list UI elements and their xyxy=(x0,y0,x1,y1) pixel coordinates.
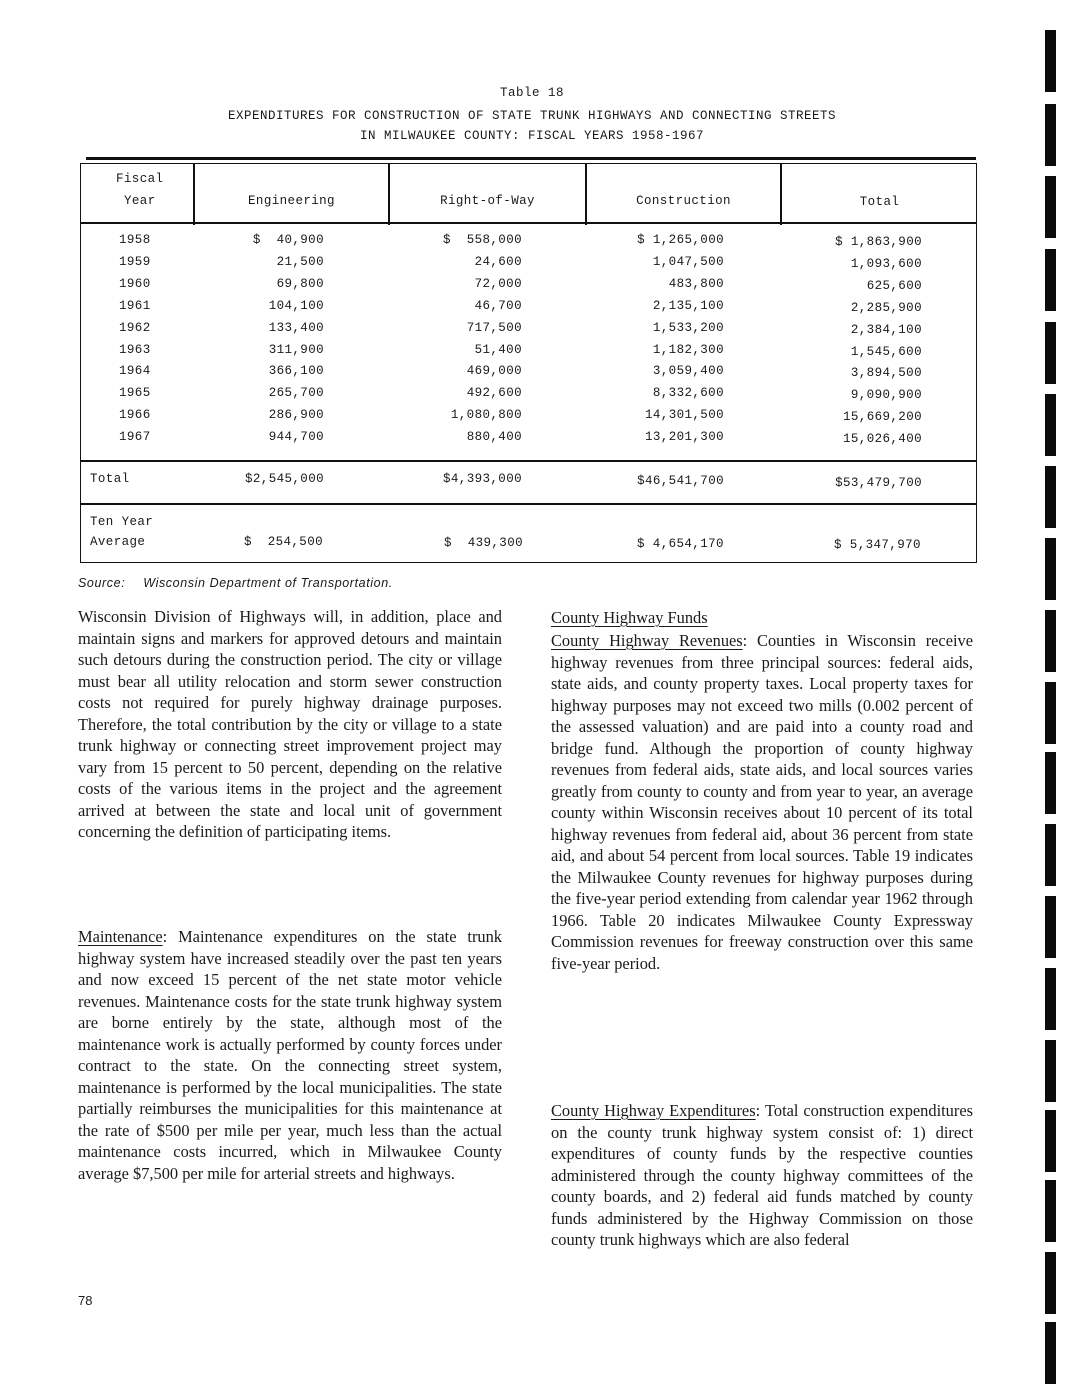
header-construction: Construction xyxy=(636,194,731,208)
row-total: 15,669,200 xyxy=(842,410,922,425)
row-year: 1965 xyxy=(119,386,151,401)
row-construction: 13,201,300 xyxy=(644,430,724,445)
row-engineering: 366,100 xyxy=(268,364,324,379)
row-construction: 8,332,600 xyxy=(652,386,724,401)
source-text: Wisconsin Department of Transportation. xyxy=(143,576,393,590)
row-construction: 1,047,500 xyxy=(652,254,724,269)
header-fiscal: Fiscal xyxy=(116,172,164,186)
table-title-line1: EXPENDITURES FOR CONSTRUCTION OF STATE TRUNK HIGHWAYS AND CONNECTING STREETS xyxy=(227,109,837,123)
left-paragraph-1: Wisconsin Division of Highways will, in addition, place and maintain signs and markers for approved detours and maintain such detours during the construction period. The city or village must bear all utility relocation and storm sewer construction costs not required for purely highway drainage purposes. Therefore, the total contribution by the city or village to a state trunk highway or connecting street improvement project may vary from 15 percent to 50 percent, depending on the relative costs of the various items in the project and the agreement arrived at between the state and local unit of government concerning the definition of participating items. xyxy=(78,607,502,841)
margin-bar xyxy=(1045,1322,1056,1384)
margin-bar xyxy=(1045,824,1056,886)
row-year: 1961 xyxy=(119,298,151,313)
average-divider xyxy=(80,503,977,505)
total-construction: $46,541,700 xyxy=(637,474,724,488)
margin-bar xyxy=(1045,1180,1056,1242)
row-year: 1960 xyxy=(119,276,151,291)
margin-bar xyxy=(1045,394,1056,456)
table-title-line2: IN MILWAUKEE COUNTY: FISCAL YEARS 1958-1967 xyxy=(359,129,705,143)
margin-bar xyxy=(1045,1110,1056,1172)
table-source xyxy=(78,576,393,590)
margin-bar xyxy=(1045,466,1056,528)
total-engineering: $2,545,000 xyxy=(244,472,324,486)
row-engineering: 265,700 xyxy=(268,386,324,401)
row-construction: 14,301,500 xyxy=(644,408,724,423)
margin-bar xyxy=(1045,752,1056,814)
margin-bar xyxy=(1045,968,1056,1030)
margin-bar xyxy=(1045,104,1056,166)
row-year: 1967 xyxy=(119,430,151,445)
total-label: Total xyxy=(90,472,130,486)
margin-bar xyxy=(1045,1252,1056,1314)
row-engineering: 133,400 xyxy=(268,320,324,335)
row-total: 2,384,100 xyxy=(850,322,922,337)
average-engineering: $ 254,500 xyxy=(244,535,324,549)
header-divider xyxy=(80,222,977,224)
row-construction: 483,800 xyxy=(668,276,724,291)
margin-bar xyxy=(1045,1040,1056,1102)
row-total: 1,545,600 xyxy=(850,344,922,359)
total-right-of-way: $4,393,000 xyxy=(442,472,522,486)
row-engineering: 286,900 xyxy=(268,408,324,423)
row-total: 1,093,600 xyxy=(850,256,922,271)
row-engineering: 311,900 xyxy=(268,342,324,357)
row-construction: $ 1,265,000 xyxy=(637,233,724,247)
row-construction: 3,059,400 xyxy=(652,364,724,379)
source-label: Source: xyxy=(78,576,126,590)
margin-bar xyxy=(1045,30,1056,92)
margin-bar xyxy=(1045,249,1056,311)
header-right-of-way: Right-of-Way xyxy=(440,194,535,208)
total-divider xyxy=(80,460,977,462)
average-right-of-way: $ 439,300 xyxy=(444,536,524,550)
row-right-of-way: 880,400 xyxy=(466,430,522,445)
row-right-of-way: 24,600 xyxy=(474,254,522,269)
revenues-text: Counties in Wisconsin receive highway revenues from three principal sources: federal aids, state aids, and county property taxes. Local property taxes for highway purposes may not exceed two mills (0.002 percent of the assessed valuation) and are paid into a county road and bridge fund. Although the proportion of county highway revenues from federal aids, state aids, and local sources varies greatly from county to county and from year to year, an average county within Wisconsin receives about 10 percent of its total highway revenues from federal aid, about 36 percent from state aid, and about 54 percent from local sources. Table 19 indicates the Milwaukee County revenues for highway purposes during the five-year period extending from calendar year 1962 through 1966. Table 20 indicates Milwaukee County Expressway Commission revenues for freeway construction over this same five-year period. xyxy=(551,631,973,973)
row-engineering: 104,100 xyxy=(268,298,324,313)
right-paragraph-2: County Highway Expenditures: Total construction expenditures on the county trunk highway system consist of: 1) direct expenditures of county funds by the respective counties administered through the county highway committees of the county boards, and 2) federal aid funds matched by county funds administered by the Highway Commission on those county trunk highways which are also federal xyxy=(551,1101,973,1249)
expenditures-text: Total construction expenditures on the county trunk highway system consist of: 1) direct expenditures of county funds by the respective counties administered through the county highway committees of the county boards, and 2) federal aid funds matched by county funds administered by the Highway Commission on those county trunk highways which are also federal xyxy=(551,1101,973,1249)
row-engineering: 944,700 xyxy=(268,430,324,445)
row-construction: 1,533,200 xyxy=(652,320,724,335)
header-engineering: Engineering xyxy=(248,194,335,208)
header-col-divider-4 xyxy=(780,163,782,225)
maintenance-heading: Maintenance xyxy=(78,927,163,946)
average-label-line2: Average xyxy=(90,535,146,549)
row-right-of-way: 469,000 xyxy=(466,364,522,379)
row-engineering: $ 40,900 xyxy=(252,233,324,247)
table-label: Table 18 xyxy=(499,86,564,100)
row-year: 1958 xyxy=(119,233,151,247)
row-year: 1959 xyxy=(119,254,151,269)
margin-bar xyxy=(1045,896,1056,958)
row-right-of-way: 717,500 xyxy=(466,320,522,335)
row-year: 1966 xyxy=(119,408,151,423)
county-highway-funds-heading: County Highway Funds xyxy=(551,608,708,627)
margin-bar xyxy=(1045,176,1056,238)
row-construction: 1,182,300 xyxy=(652,342,724,357)
maintenance-text: Maintenance expenditures on the state trunk highway system have increased steadily over the past ten years and now exceed 15 percent of the net state motor vehicle revenues. Maintenance costs for the state trunk highway system are borne entirely by the state, although most of the maintenance work is actually performed by county forces under contract to the state. On the connecting street system, maintenance is performed by the local municipalities. The state partially reimburses the municipalities for this maintenance at the rate of $500 per mile per year, much less than the actual maintenance costs incurred, which in Milwaukee County average $7,500 per mile for arterial streets and highways. xyxy=(78,927,502,1183)
row-engineering: 21,500 xyxy=(276,254,324,269)
row-right-of-way: 492,600 xyxy=(466,386,522,401)
margin-bar xyxy=(1045,538,1056,600)
row-total: 3,894,500 xyxy=(850,366,922,381)
row-year: 1963 xyxy=(119,342,151,357)
row-right-of-way: 72,000 xyxy=(474,276,522,291)
total-total: $53,479,700 xyxy=(835,476,922,490)
row-year: 1962 xyxy=(119,320,151,335)
table-top-rule xyxy=(86,157,976,160)
expenditures-heading: County Highway Expenditures xyxy=(551,1101,756,1120)
page-number: 78 xyxy=(78,1293,93,1308)
header-year: Year xyxy=(124,194,156,208)
row-total: 15,026,400 xyxy=(842,432,922,447)
revenues-heading: County Highway Revenues xyxy=(551,631,743,650)
margin-bar xyxy=(1045,682,1056,744)
margin-bar xyxy=(1045,610,1056,672)
row-total: 625,600 xyxy=(866,278,922,293)
average-construction: $ 4,654,170 xyxy=(637,537,724,551)
right-paragraph-1: County Highway Revenues: Counties in Wisconsin receive highway revenues from three principal sources: federal aids, state aids, and county property taxes. Local property taxes for highway purposes may not exceed two mills (0.002 percent of the assessed valuation) and are paid into a county road and bridge fund. Although the proportion of county highway revenues from federal aids, state aids, and local sources varies greatly from county to county and from year to year, an average county within Wisconsin receives about 10 percent of its total highway revenues from federal aid, about 36 percent from state aid, and about 54 percent from local sources. Table 19 indicates the Milwaukee County revenues for highway purposes during the five-year period extending from calendar year 1962 through 1966. Table 20 indicates Milwaukee County Expressway Commission revenues for freeway construction over this same five-year period. xyxy=(551,631,973,973)
average-label-line1: Ten Year xyxy=(90,515,154,529)
row-total: 9,090,900 xyxy=(850,388,922,403)
margin-bar xyxy=(1045,322,1056,384)
average-total: $ 5,347,970 xyxy=(834,538,921,552)
row-engineering: 69,800 xyxy=(276,276,324,291)
row-right-of-way: 51,400 xyxy=(474,342,522,357)
row-right-of-way: 1,080,800 xyxy=(450,408,522,423)
left-paragraph-2: Maintenance: Maintenance expenditures on the state trunk highway system have increased steadily over the past ten years and now exceed 15 percent of the net state motor vehicle revenues. Maintenance costs for the state trunk highway system are borne entirely by the state, although most of the maintenance work is actually performed by county forces under contract to the state. On the connecting street system, maintenance is performed by the local municipalities. The state partially reimburses the municipalities for this maintenance at the rate of $500 per mile per year, much less than the actual maintenance costs incurred, which in Milwaukee County average $7,500 per mile for arterial streets and highways. xyxy=(78,927,502,1183)
row-total: 2,285,900 xyxy=(850,300,922,315)
row-construction: 2,135,100 xyxy=(652,298,724,313)
row-right-of-way: 46,700 xyxy=(474,298,522,313)
row-total: $ 1,863,900 xyxy=(835,235,922,249)
header-total: Total xyxy=(859,195,900,209)
row-right-of-way: $ 558,000 xyxy=(442,233,522,247)
row-year: 1964 xyxy=(119,364,151,379)
